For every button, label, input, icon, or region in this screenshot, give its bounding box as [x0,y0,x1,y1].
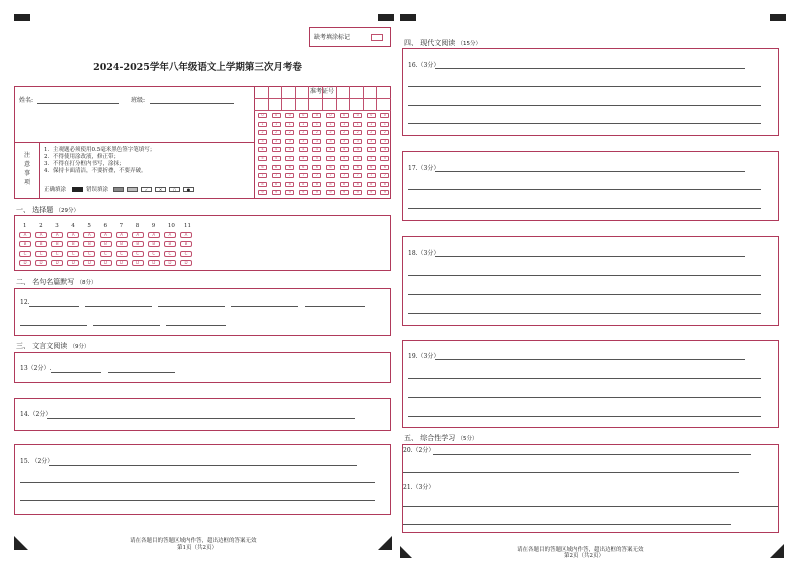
q13-blank-1[interactable] [51,372,101,373]
exam-no-bubble[interactable]: 5 [312,156,321,161]
choice-option-bubble[interactable]: B [35,241,47,247]
exam-no-bubble[interactable]: 3 [367,139,376,144]
exam-no-column-divider [376,86,377,110]
exam-no-bubble[interactable]: 2 [380,130,389,135]
choice-option-bubble[interactable]: C [164,251,176,257]
q20-label: 20.（2分） [403,447,435,454]
wrong-fill-sample-1 [113,187,124,192]
exam-no-bubble[interactable]: 5 [258,156,267,161]
exam-no-bubble[interactable]: 7 [380,173,389,178]
choice-option-bubble[interactable]: C [132,251,144,257]
choice-option-bubble[interactable]: A [83,232,95,238]
q16-answer-line-2[interactable] [408,86,761,87]
exam-no-bubble[interactable]: 0 [272,113,281,118]
exam-no-bubble[interactable]: 2 [299,130,308,135]
exam-no-column-divider [295,86,296,110]
q15-box [14,444,391,515]
choice-question-number: 6 [103,223,107,229]
q19-label: 19.（3分） [408,353,440,360]
exam-no-bubble[interactable]: 9 [258,190,267,195]
q15-answer-line-2[interactable] [20,482,375,483]
exam-no-bubble[interactable]: 2 [367,130,376,135]
q12-blank-6[interactable] [20,325,87,326]
absent-mark-box [309,27,391,47]
footer-warning-page1: 请在各题目的答题区域内作答，超出边框的答案无效 [130,538,257,544]
exam-no-bubble[interactable]: 5 [285,156,294,161]
q16-answer-line-3[interactable] [408,105,761,106]
exam-no-bubble[interactable]: 3 [353,139,362,144]
q17-box [402,151,779,221]
exam-no-bubble[interactable]: 7 [285,173,294,178]
wrong-fill-sample-circle: ○ [169,187,180,192]
q12-blank-7[interactable] [93,325,160,326]
exam-no-bubble[interactable]: 3 [258,139,267,144]
q13-label: 13（2分）. [20,365,52,372]
class-field[interactable] [150,103,234,104]
exam-no-bubble[interactable]: 6 [326,165,335,170]
exam-no-bubble[interactable]: 3 [299,139,308,144]
section-5-title: 五、 综合性学习 （5分） [404,434,478,442]
exam-no-bubble[interactable]: 6 [353,165,362,170]
exam-no-bubble[interactable]: 4 [367,147,376,152]
choice-option-bubble[interactable]: D [83,260,95,266]
q19-answer-line-3[interactable] [408,397,761,398]
corner-mark-top-mid-right [400,14,416,21]
q21-answer-line-2[interactable] [403,524,731,525]
exam-no-bubble[interactable]: 7 [340,173,349,178]
choice-option-bubble[interactable]: D [51,260,63,266]
choice-option-bubble[interactable]: A [19,232,31,238]
q19-box [402,340,779,428]
choice-option-bubble[interactable]: B [148,241,160,247]
exam-no-bubble[interactable]: 6 [299,165,308,170]
exam-no-bubble[interactable]: 9 [367,190,376,195]
exam-no-bubble[interactable]: 6 [340,165,349,170]
exam-no-bubble[interactable]: 1 [367,122,376,127]
notes-item: 4．保持卡面清洁，不要折叠，不要弄破。 [44,168,147,174]
choice-option-bubble[interactable]: B [100,241,112,247]
exam-no-bubble[interactable]: 5 [340,156,349,161]
exam-no-bubble[interactable]: 6 [380,165,389,170]
choice-option-bubble[interactable]: A [148,232,160,238]
notes-item: 1．主观题必须使用0.5毫米黑色签字笔填写； [44,147,156,153]
choice-question-number: 4 [71,223,75,229]
exam-no-bubble[interactable]: 1 [285,122,294,127]
exam-no-bubble[interactable]: 9 [299,190,308,195]
choice-option-bubble[interactable]: C [100,251,112,257]
exam-no-bubble[interactable]: 1 [258,122,267,127]
exam-no-bubble[interactable]: 6 [258,165,267,170]
exam-no-bubble[interactable]: 7 [272,173,281,178]
exam-no-column-divider [308,86,309,110]
q20-21-box [402,444,779,533]
exam-title: 2024-2025学年八年级语文上学期第三次月考卷 [93,62,302,73]
q12-blank-2[interactable] [85,306,152,307]
choice-option-bubble[interactable]: D [67,260,79,266]
exam-no-bubble[interactable]: 4 [353,147,362,152]
choice-question-number: 2 [39,223,43,229]
choice-option-bubble[interactable]: B [51,241,63,247]
q15-label: 15. （2分） [20,458,54,465]
choice-option-bubble[interactable]: C [180,251,192,257]
exam-no-write-line [254,110,391,111]
exam-no-bubble[interactable]: 8 [380,182,389,187]
exam-no-bubble[interactable]: 0 [380,113,389,118]
choice-option-bubble[interactable]: D [132,260,144,266]
corner-triangle-bottom-mid-right [400,546,412,558]
exam-no-bubble[interactable]: 1 [353,122,362,127]
q18-label: 18.（3分） [408,250,440,257]
choice-option-bubble[interactable]: B [164,241,176,247]
exam-no-bubble[interactable]: 7 [326,173,335,178]
info-divider-v [254,86,255,199]
exam-no-bubble[interactable]: 0 [326,113,335,118]
notes-divider-v [39,142,40,199]
exam-no-bubble[interactable]: 2 [353,130,362,135]
choice-question-number: 9 [151,223,156,229]
exam-no-bubble[interactable]: 1 [380,122,389,127]
exam-no-bubble[interactable]: 8 [299,182,308,187]
correct-fill-sample [72,187,83,192]
exam-no-bubble[interactable]: 9 [340,190,349,195]
exam-no-bubble[interactable]: 2 [326,130,335,135]
choice-option-bubble[interactable]: A [132,232,144,238]
choice-option-bubble[interactable]: B [19,241,31,247]
exam-no-column-divider [363,86,364,110]
q18-box [402,236,779,326]
exam-no-bubble[interactable]: 4 [299,147,308,152]
exam-no-bubble[interactable]: 8 [353,182,362,187]
choice-option-bubble[interactable]: A [51,232,63,238]
exam-no-bubble[interactable]: 4 [272,147,281,152]
absent-mark-bubble[interactable] [371,34,383,41]
exam-no-bubble[interactable]: 2 [285,130,294,135]
exam-no-bubble[interactable]: 8 [340,182,349,187]
q13-box [14,352,391,383]
exam-no-bubble[interactable]: 5 [299,156,308,161]
exam-no-bubble[interactable]: 9 [380,190,389,195]
choice-question-number: 7 [119,223,124,229]
q21-label: 21.（3分） [403,484,435,491]
exam-no-bubble[interactable]: 0 [353,113,362,118]
exam-no-column-divider [349,86,350,110]
absent-mark-label: 缺考填涂标记 [314,34,351,41]
choice-option-bubble[interactable]: D [180,260,192,266]
exam-no-bubble[interactable]: 3 [326,139,335,144]
exam-no-bubble[interactable]: 9 [272,190,281,195]
choice-option-bubble[interactable]: C [35,251,47,257]
choice-option-bubble[interactable]: C [83,251,95,257]
name-label: 姓名: [19,97,34,104]
exam-no-bubble[interactable]: 0 [258,113,267,118]
section-1-title: 一、 选择题 （29分） [16,206,79,214]
notes-label-char: 意 [23,161,30,168]
choice-question-number: 8 [135,223,140,229]
exam-no-bubble[interactable]: 9 [312,190,321,195]
exam-no-bubble[interactable]: 9 [353,190,362,195]
choice-option-bubble[interactable]: C [51,251,63,257]
notes-label-char: 注 [23,152,30,159]
q19-answer-line-2[interactable] [408,378,761,379]
wrong-fill-sample-check: ✓ [141,187,152,192]
q21-answer-line-1[interactable] [403,506,778,507]
choice-question-number: 3 [55,223,59,229]
exam-no-bubble[interactable]: 3 [312,139,321,144]
info-divider-h [14,142,254,143]
q17-label: 17.（3分） [408,165,440,172]
choice-option-bubble[interactable]: C [148,251,160,257]
exam-no-bubble[interactable]: 7 [312,173,321,178]
wrong-fill-label: 错误填涂 [86,187,109,193]
footer-page-number-1: 第1页（共2页） [177,545,217,551]
corner-mark-top-left [14,14,30,21]
q18-answer-line-4[interactable] [408,313,761,314]
exam-no-bubble[interactable]: 3 [340,139,349,144]
exam-no-bubble[interactable]: 2 [258,130,267,135]
exam-no-bubble[interactable]: 8 [272,182,281,187]
choice-option-bubble[interactable]: D [148,260,160,266]
choice-question-number: 11 [184,223,191,229]
exam-no-bubble[interactable]: 7 [299,173,308,178]
choice-option-bubble[interactable]: B [83,241,95,247]
exam-no-bubble[interactable]: 0 [367,113,376,118]
wrong-fill-sample-2 [127,187,138,192]
choice-option-bubble[interactable]: C [67,251,79,257]
section-2-title: 二、 名句名篇默写 （8分） [16,278,97,286]
exam-no-bubble[interactable]: 7 [353,173,362,178]
exam-no-column-divider [322,86,323,110]
exam-no-bubble[interactable]: 0 [340,113,349,118]
exam-no-bubble[interactable]: 2 [312,130,321,135]
corner-mark-top-right [770,14,786,21]
exam-no-bubble[interactable]: 0 [312,113,321,118]
q17-answer-line-2[interactable] [408,189,761,190]
exam-no-bubble[interactable]: 1 [340,122,349,127]
exam-no-bubble[interactable]: 5 [353,156,362,161]
exam-no-bubble[interactable]: 3 [272,139,281,144]
notes-label [21,151,33,187]
exam-no-bubble[interactable]: 4 [380,147,389,152]
q12-blank-1[interactable] [29,306,79,307]
choice-option-bubble[interactable]: A [100,232,112,238]
q14-box [14,398,391,431]
q14-answer-line[interactable] [47,418,355,419]
exam-no-bubble[interactable]: 6 [285,165,294,170]
choice-question-number: 1 [23,223,27,229]
choice-option-bubble[interactable]: C [19,251,31,257]
exam-no-bubble[interactable]: 0 [285,113,294,118]
exam-no-bubble[interactable]: 6 [312,165,321,170]
exam-no-bubble[interactable]: 7 [367,173,376,178]
exam-no-bubble[interactable]: 8 [258,182,267,187]
exam-no-bubble[interactable]: 1 [312,122,321,127]
q18-answer-line-3[interactable] [408,294,761,295]
q20-answer-line-2[interactable] [403,472,739,473]
q17-answer-line-3[interactable] [408,208,761,209]
wrong-fill-sample-cross: ✕ [155,187,166,192]
exam-no-bubble[interactable]: 0 [299,113,308,118]
section-4-title: 四、 现代文阅读 （15分） [404,39,481,47]
notes-item: 2．不得使用涂改液，修正带； [44,154,120,160]
choice-option-bubble[interactable]: D [100,260,112,266]
exam-no-bubble[interactable]: 8 [367,182,376,187]
name-field[interactable] [37,103,119,104]
q14-label: 14.（2分） [20,411,52,418]
exam-no-bubble[interactable]: 4 [285,147,294,152]
choice-option-bubble[interactable]: D [35,260,47,266]
choice-option-bubble[interactable]: D [19,260,31,266]
exam-no-bubble[interactable]: 9 [285,190,294,195]
notes-label-char: 事 [23,170,30,177]
section-3-title: 三、 文言文阅读 （9分） [16,342,90,350]
footer-page-number-2: 第2页（共2页） [564,553,604,559]
q19-answer-line-4[interactable] [408,416,761,417]
wrong-fill-sample-dot: ● [183,187,194,192]
q18-answer-line-2[interactable] [408,275,761,276]
exam-no-bubble[interactable]: 1 [272,122,281,127]
correct-fill-label: 正确填涂 [44,187,67,193]
q12-box [14,288,391,336]
q16-answer-line-1[interactable] [435,68,745,69]
q19-answer-line-1[interactable] [435,359,745,360]
choice-option-bubble[interactable]: A [180,232,192,238]
exam-no-bubble[interactable]: 8 [312,182,321,187]
q15-answer-line-1[interactable] [49,465,357,466]
exam-no-bubble[interactable]: 5 [326,156,335,161]
exam-no-bubble[interactable]: 4 [326,147,335,152]
choice-option-bubble[interactable]: B [180,241,192,247]
q12-label: 12. [20,299,30,306]
choice-option-bubble[interactable]: D [116,260,128,266]
exam-no-bubble[interactable]: 2 [340,130,349,135]
choice-option-bubble[interactable]: A [67,232,79,238]
exam-no-bubble[interactable]: 1 [326,122,335,127]
exam-no-bubble[interactable]: 5 [367,156,376,161]
q12-blank-8[interactable] [166,325,226,326]
exam-no-bubble[interactable]: 8 [326,182,335,187]
q20-answer-line-1[interactable] [433,454,751,455]
exam-no-bubble[interactable]: 5 [272,156,281,161]
exam-no-bubble[interactable]: 5 [380,156,389,161]
corner-mark-top-mid-left [378,14,394,21]
exam-no-bubble[interactable]: 4 [312,147,321,152]
q16-answer-line-4[interactable] [408,123,761,124]
choice-question-number: 10 [167,223,175,229]
footer-warning-page2: 请在各题目的答题区域内作答，超出边框的答案无效 [517,547,644,553]
q18-answer-line-1[interactable] [435,256,745,257]
exam-no-bubble[interactable]: 4 [340,147,349,152]
notes-item: 3．不得在打分框内书写，涂抹； [44,161,125,167]
exam-no-bubble[interactable]: 8 [285,182,294,187]
exam-no-bubble[interactable]: 6 [367,165,376,170]
corner-triangle-bottom-right [770,544,784,558]
q15-answer-line-3[interactable] [20,500,375,501]
q12-blank-3[interactable] [158,306,225,307]
corner-triangle-bottom-left [14,536,28,550]
choice-option-bubble[interactable]: B [116,241,128,247]
exam-no-label: 准考证号 [310,88,335,95]
q17-answer-line-1[interactable] [435,171,745,172]
q16-label: 16.（3分） [408,62,440,69]
choice-option-bubble[interactable]: C [116,251,128,257]
exam-no-bubble[interactable]: 6 [272,165,281,170]
corner-triangle-bottom-mid-left [378,536,392,550]
choice-option-bubble[interactable]: A [35,232,47,238]
exam-no-column-divider [281,86,282,110]
exam-no-column-divider [268,86,269,110]
choice-option-bubble[interactable]: D [164,260,176,266]
notes-label-char: 项 [23,179,30,186]
choice-option-bubble[interactable]: A [116,232,128,238]
choice-option-bubble[interactable]: B [67,241,79,247]
choice-option-bubble[interactable]: A [164,232,176,238]
choice-question-number: 5 [87,223,91,229]
q12-blank-5[interactable] [305,306,365,307]
exam-no-bubble[interactable]: 2 [272,130,281,135]
exam-no-bubble[interactable]: 4 [258,147,267,152]
exam-no-bubble[interactable]: 3 [380,139,389,144]
choice-option-bubble[interactable]: B [132,241,144,247]
exam-no-column-divider [336,86,337,110]
q13-blank-2[interactable] [108,372,175,373]
q12-blank-4[interactable] [231,306,298,307]
class-label: 班级: [131,97,146,104]
exam-no-bubble[interactable]: 7 [258,173,267,178]
exam-no-bubble[interactable]: 3 [285,139,294,144]
exam-no-bubble[interactable]: 9 [326,190,335,195]
exam-no-bubble[interactable]: 1 [299,122,308,127]
q16-box [402,48,779,136]
